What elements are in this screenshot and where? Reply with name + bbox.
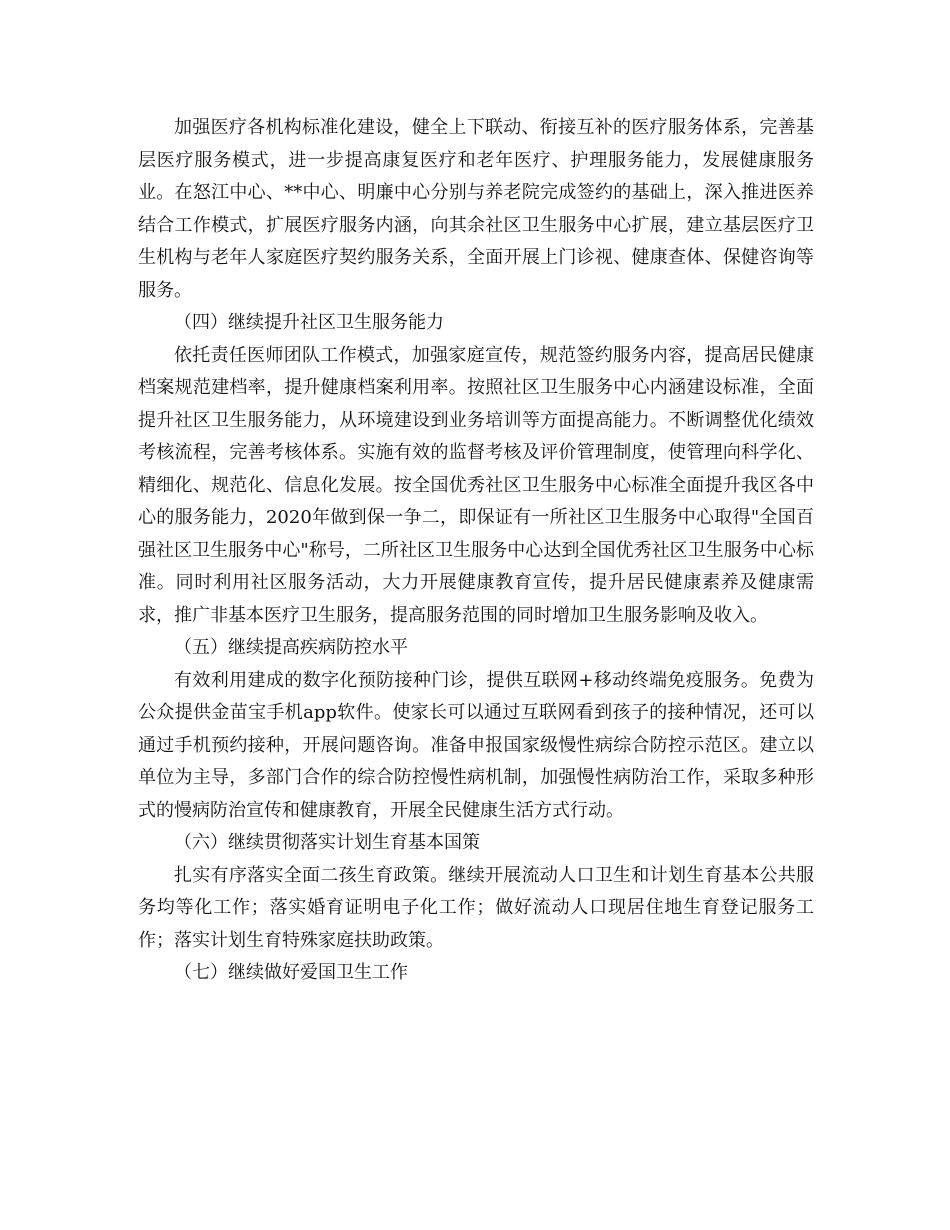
paragraph-family-planning: 扎实有序落实全面二孩生育政策。继续开展流动人口卫生和计划生育基本公共服务均等化工作；落实婚育证明电子化工作；做好流动人口现居住地生育登记服务工作；落实计划生育特殊家庭扶助政策。	[138, 864, 814, 951]
document-body	[138, 112, 814, 990]
paragraph-medical-institutions: 加强医疗各机构标准化建设，健全上下联动、衔接互补的医疗服务体系，完善基层医疗服务模式，进一步提高康复医疗和老年医疗、护理服务能力，发展健康服务业。在怒江中心、**中心、明廉中心分别与养老院完成签约的基础上，深入推进医养结合工作模式，扩展医疗服务内涵，向其余社区卫生服务中心扩展，建立基层医疗卫生机构与老年人家庭医疗契约服务关系，全面开展上门诊视、健康查体、保健咨询等服务。	[138, 117, 814, 301]
section-heading-4: （四）继续提升社区卫生服务能力	[174, 312, 444, 333]
paragraph-community-health: 依托责任医师团队工作模式，加强家庭宣传，规范签约服务内容，提高居民健康档案规范建档率，提升健康档案利用率。按照社区卫生服务中心内涵建设标准，全面提升社区卫生服务能力，从环境建设到业务培训等方面提高能力。不断调整优化绩效考核流程，完善考核体系。实施有效的监督考核及评价管理制度，使管理向科学化、精细化、规范化、信息化发展。按全国优秀社区卫生服务中心标准全面提升我区各中心的服务能力，2020年做到保一争二，即保证有一所社区卫生服务中心取得"全国百强社区卫生服务中心"称号，二所社区卫生服务中心达到全国优秀社区卫生服务中心标准。同时利用社区服务活动，大力开展健康教育宣传，提升居民健康素养及健康需求，推广非基本医疗卫生服务，提高服务范围的同时增加卫生服务影响及收入。	[138, 344, 814, 626]
paragraph-disease-control: 有效利用建成的数字化预防接种门诊，提供互联网+移动终端免疫服务。免费为公众提供金苗宝手机app软件。使家长可以通过互联网看到孩子的接种情况，还可以通过手机预约接种，开展问题咨询。准备申报国家级慢性病综合防控示范区。建立以单位为主导，多部门合作的综合防控慢性病机制，加强慢性病防治工作，采取多种形式的慢病防治宣传和健康教育，开展全民健康生活方式行动。	[138, 669, 814, 821]
section-heading-7: （七）继续做好爱国卫生工作	[174, 962, 408, 983]
section-heading-5: （五）继续提高疾病防控水平	[174, 637, 408, 658]
section-heading-6: （六）继续贯彻落实计划生育基本国策	[174, 832, 480, 853]
